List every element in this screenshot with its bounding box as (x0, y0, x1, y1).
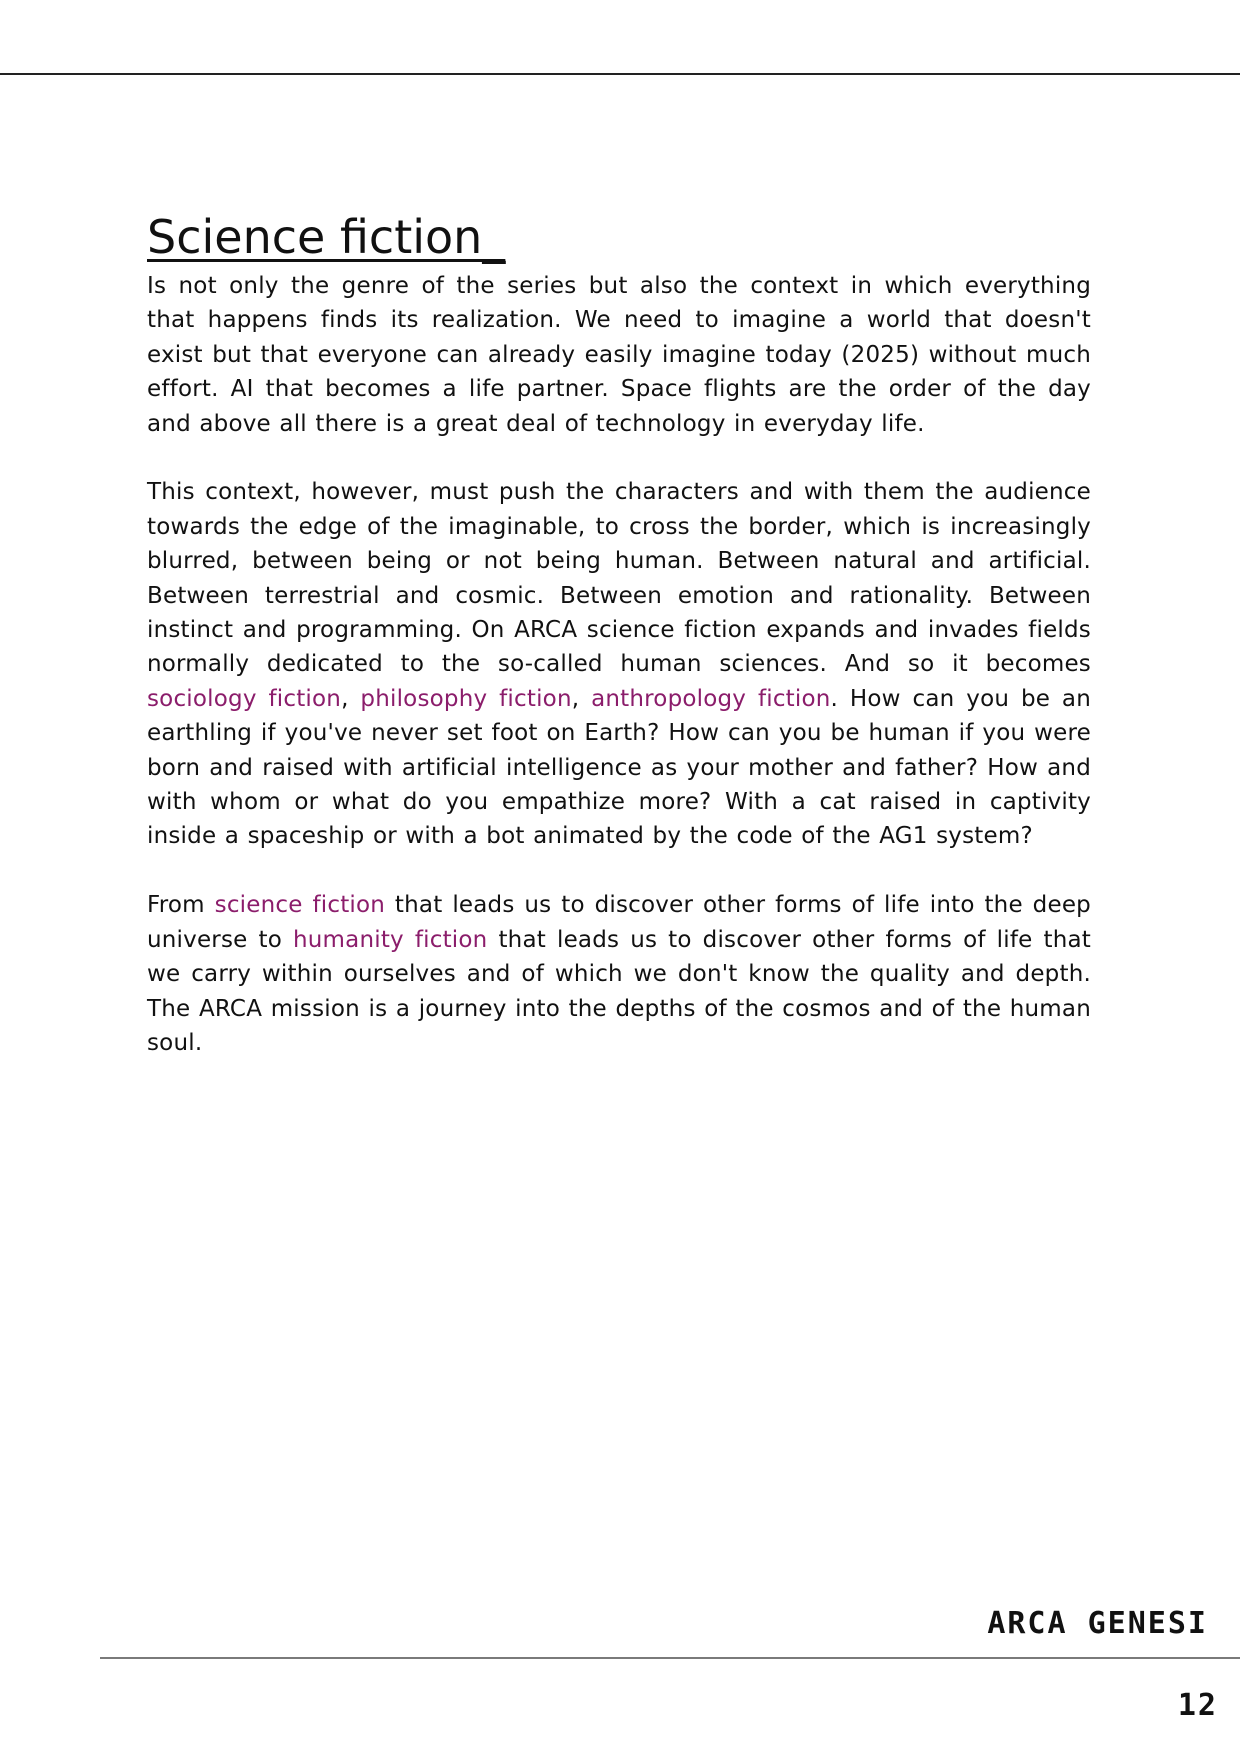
highlight-anthropology-fiction: anthropology fiction (591, 685, 831, 712)
highlight-philosophy-fiction: philosophy fiction (360, 685, 572, 712)
separator: , (571, 685, 592, 712)
paragraph-2 (147, 475, 1091, 853)
separator: , (341, 685, 361, 712)
highlight-science-fiction: science fiction (214, 892, 386, 919)
paragraph-3-text-c: that leads us to discover other forms of life that we carry within ourselves and of which we don't know the quality and depth. The ARCA mission is a journey into the depths of the cosmos and of the human soul. (147, 926, 1091, 1056)
paragraph-2-text-b: . How can you be an earthling if you've never set foot on Earth? How can you be human if you were born and raised with artificial intelligence as your mother and father? How and with whom or what do you empathize more? With a cat raised in captivity inside a spaceship or with a bot animated by the code of the AG1 system? (147, 685, 1091, 850)
paragraph-3-text-a: From (147, 892, 215, 919)
paragraph-2-text-a: This context, however, must push the characters and with them the audience towards the edge of the imaginable, to cross the border, which is increasingly blurred, between being or not being human. Between natural and artificial. Between terrestrial and cosmic. Between emotion and rationality. Between instinct and programming. On ARCA science fiction expands and invades fields normally dedicated to the so-called human sciences. And so it becomes (147, 479, 1091, 678)
main-content (147, 205, 1091, 1060)
highlight-sociology-fiction: sociology fiction (147, 685, 342, 712)
footer-divider (100, 1657, 1240, 1659)
paragraph-3-text-b: that leads us to discover other forms of life into the deep universe to (147, 892, 1091, 953)
paragraph-1: Is not only the genre of the series but also the context in which everything that happens finds its realization. We need to imagine a world that doesn't exist but that everyone can already easily imagine today (2025) without much effort. AI that becomes a life partner. Space flights are the order of the day and above all there is a great deal of technology in everyday life. (147, 273, 1091, 437)
header-divider (0, 73, 1240, 75)
highlight-humanity-fiction: humanity fiction (293, 926, 488, 953)
section-title: Science fiction_ (147, 210, 506, 264)
footer-brand-logo: ARCA GENESI (987, 1606, 1208, 1641)
page-number: 12 (1177, 1688, 1218, 1723)
paragraph-3 (147, 888, 1091, 1060)
